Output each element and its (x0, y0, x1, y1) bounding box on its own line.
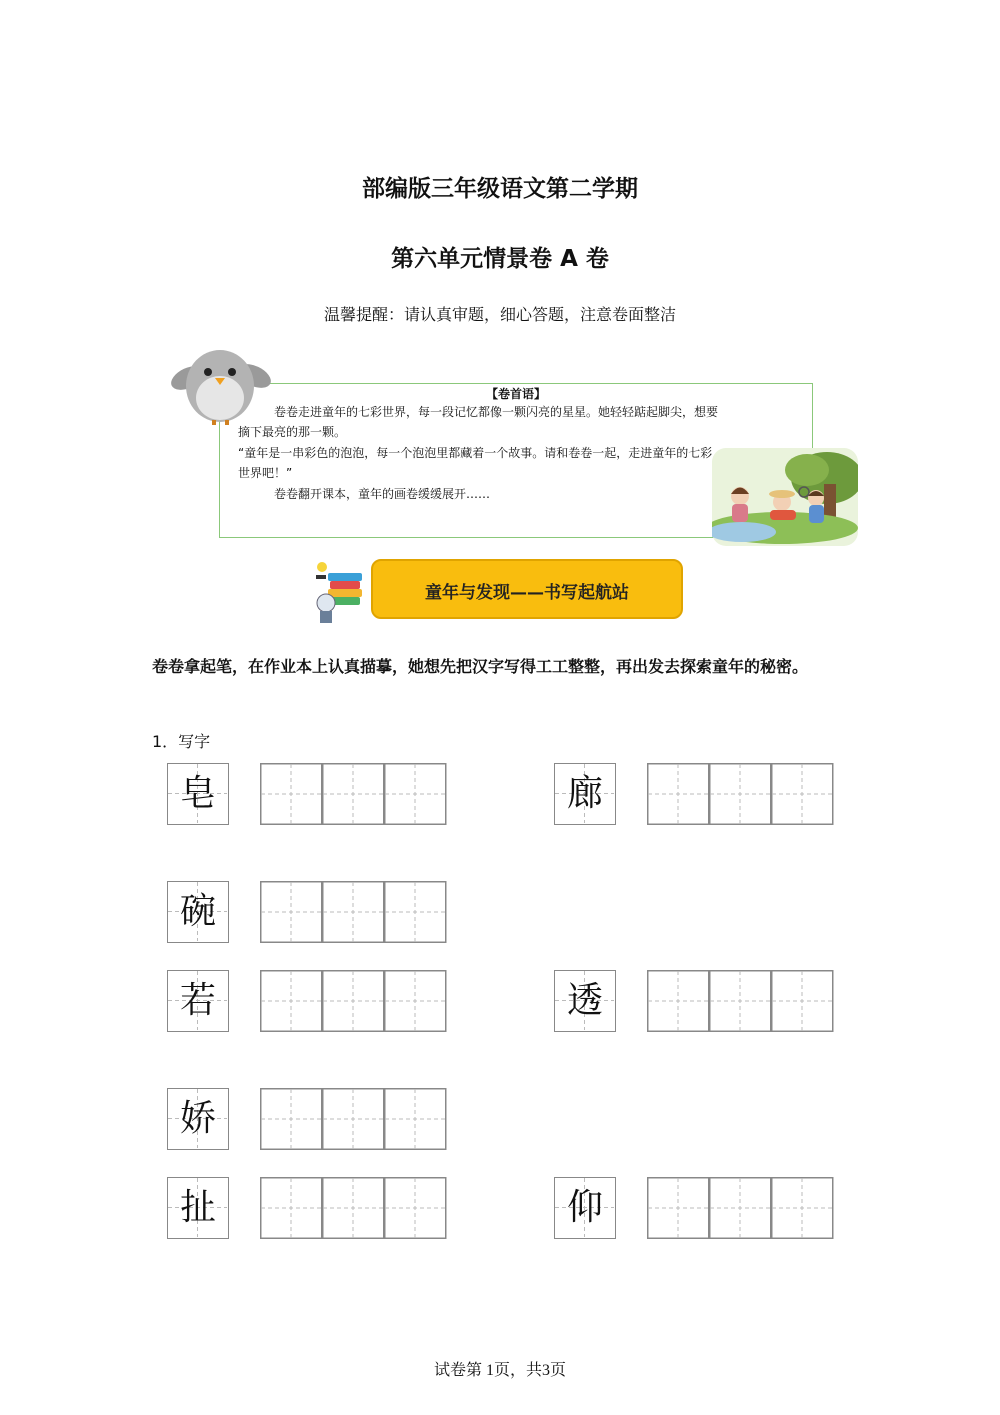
model-character-box (554, 1177, 616, 1239)
model-character: 皂 (179, 773, 216, 814)
model-character-box (167, 881, 229, 943)
page-footer: 试卷第 1页，共3页 (433, 1362, 566, 1379)
practice-grid-lines (647, 970, 834, 1032)
practice-boxes[interactable] (647, 763, 834, 825)
intro-line-3: “童年是一串彩色的泡泡，每一个泡泡里都藏着一个故事。请和卷卷一起，走进童年的七彩 (238, 446, 713, 460)
children-illustration (712, 448, 858, 546)
model-character: 仰 (566, 1187, 603, 1228)
practice-boxes[interactable] (260, 881, 447, 943)
practice-grid-lines (647, 1177, 834, 1239)
model-character-box (167, 1088, 229, 1150)
practice-boxes[interactable] (260, 763, 447, 825)
model-character: 碗 (179, 891, 216, 932)
practice-grid-lines (260, 1088, 447, 1150)
model-character-box (167, 970, 229, 1032)
intro-line-5: 卷卷翻开课本，童年的画卷缓缓展开…… (274, 487, 491, 501)
section-banner-label: 童年与发现——书写起航站 (425, 583, 629, 603)
model-character: 扯 (179, 1187, 216, 1228)
practice-boxes[interactable] (260, 1177, 447, 1239)
page-subtitle: 第六单元情景卷 A 卷 (391, 246, 609, 272)
page-title: 部编版三年级语文第二学期 (362, 176, 638, 202)
practice-boxes[interactable] (260, 1088, 447, 1150)
model-character-box (167, 1177, 229, 1239)
model-character: 廊 (566, 773, 603, 814)
books-mascot-icon (310, 559, 368, 625)
model-character-box (554, 763, 616, 825)
model-character: 娇 (179, 1098, 216, 1139)
model-character: 透 (566, 980, 603, 1021)
practice-boxes[interactable] (647, 970, 834, 1032)
intro-line-2: 摘下最亮的那一颗。 (238, 425, 347, 439)
intro-heading: 【卷首语】 (485, 387, 546, 401)
practice-grid-lines (260, 1177, 447, 1239)
instruction-text: 卷卷拿起笔，在作业本上认真描摹，她想先把汉字写得工工整整，再出发去探索童年的秘密。 (152, 657, 809, 676)
practice-boxes[interactable] (260, 970, 447, 1032)
intro-line-1: 卷卷走进童年的七彩世界，每一段记忆都像一颗闪亮的星星。她轻轻踮起脚尖，想要 (274, 405, 719, 419)
bird-illustration (168, 340, 272, 425)
practice-grid-lines (647, 763, 834, 825)
practice-grid-lines (260, 881, 447, 943)
practice-grid-lines (260, 763, 447, 825)
practice-boxes[interactable] (647, 1177, 834, 1239)
practice-grid-lines (260, 970, 447, 1032)
question-1-label: 1．写字 (152, 732, 211, 751)
intro-line-4: 世界吧！” (238, 466, 293, 480)
reminder-text: 温馨提醒：请认真审题，细心答题，注意卷面整洁 (323, 305, 676, 324)
model-character: 若 (179, 980, 216, 1021)
model-character-box (167, 763, 229, 825)
model-character-box (554, 970, 616, 1032)
